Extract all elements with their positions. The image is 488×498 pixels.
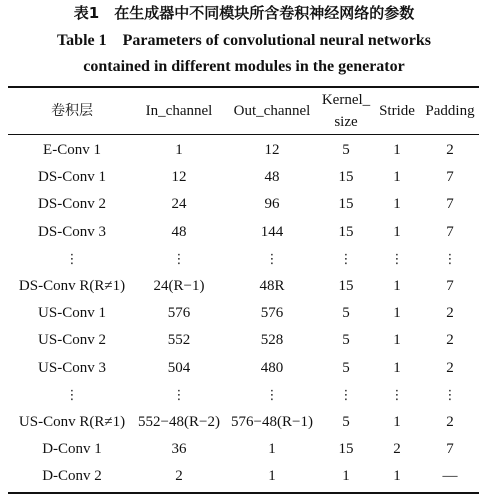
table-row (0, 300, 488, 327)
cell-stride: 1 (393, 277, 401, 294)
cell-in-channel: 2 (175, 468, 183, 485)
cell-ellipsis: ⋮ (443, 251, 457, 267)
cell-out-channel: 48R (259, 277, 285, 294)
cell-padding: 7 (446, 169, 454, 186)
cell-out-channel: 96 (264, 196, 280, 213)
table-row (0, 273, 488, 300)
cell-out-channel: 480 (260, 359, 284, 376)
cell-out-channel: 1 (268, 441, 276, 458)
cell-ellipsis: ⋮ (172, 251, 186, 267)
cell-stride: 1 (393, 359, 401, 376)
cell-layer: DS-Conv 3 (38, 223, 106, 240)
header-stride: Stride (379, 102, 415, 119)
cell-stride: 1 (393, 169, 401, 186)
cell-kernel-size: 15 (338, 277, 354, 294)
cell-padding: 2 (446, 359, 454, 376)
cell-in-channel: 24(R−1) (153, 277, 205, 294)
cell-out-channel: 12 (264, 142, 280, 158)
cell-in-channel: 576 (167, 305, 191, 322)
cell-in-channel: 48 (171, 223, 187, 240)
cell-stride: 1 (393, 142, 401, 158)
table-row (0, 219, 488, 246)
cell-ellipsis: ⋮ (390, 387, 404, 403)
cell-in-channel: 12 (171, 169, 187, 186)
cell-stride: 2 (393, 441, 401, 458)
header-kernel-size (322, 87, 370, 134)
cell-stride: 1 (393, 196, 401, 213)
cell-padding: 2 (446, 413, 454, 430)
cell-kernel-size: 5 (342, 413, 350, 430)
cell-padding: 2 (446, 332, 454, 349)
cell-layer: D-Conv 2 (42, 468, 102, 485)
cell-layer: US-Conv 1 (38, 305, 106, 322)
cell-kernel-size: 1 (342, 468, 350, 485)
cell-layer: D-Conv 1 (42, 441, 102, 458)
table-row (0, 409, 488, 436)
header-conv-layer: 卷积层 (51, 102, 93, 119)
cell-padding: 7 (446, 441, 454, 458)
cell-kernel-size: 15 (338, 223, 354, 240)
cell-padding: 7 (446, 223, 454, 240)
table-row (0, 355, 488, 382)
cell-in-channel: 24 (171, 196, 187, 213)
cell-stride: 1 (393, 332, 401, 349)
cell-kernel-size: 5 (342, 305, 350, 322)
header-in-channel: In_channel (145, 102, 213, 119)
cell-stride: 1 (393, 468, 401, 485)
cell-stride: 1 (393, 305, 401, 322)
cell-padding: 2 (446, 305, 454, 322)
table-caption-chinese: 表1 在生成器中不同模块所含卷积神经网络的参数 (73, 4, 415, 22)
cell-out-channel: 144 (260, 223, 284, 240)
cell-stride: 1 (393, 223, 401, 240)
cell-out-channel: 576−48(R−1) (231, 413, 313, 430)
cell-kernel-size: 5 (342, 359, 350, 376)
cell-layer: US-Conv R(R≠1) (18, 413, 126, 430)
cell-padding: 7 (446, 277, 454, 294)
table-header-row (0, 87, 488, 134)
table-row (0, 164, 488, 191)
header-kernel-size-line2: size (334, 113, 358, 130)
cell-layer: E-Conv 1 (43, 142, 101, 158)
cell-in-channel: 36 (171, 441, 187, 458)
cell-ellipsis: ⋮ (443, 387, 457, 403)
cell-kernel-size: 5 (342, 332, 350, 349)
cell-padding: 2 (446, 142, 454, 158)
cell-ellipsis: ⋮ (65, 251, 79, 267)
table-row (0, 327, 488, 354)
table-row-ellipsis (0, 246, 488, 273)
table-row (0, 463, 488, 490)
table-bottom-rule (8, 492, 479, 494)
cell-in-channel: 552−48(R−2) (138, 413, 220, 430)
cell-ellipsis: ⋮ (172, 387, 186, 403)
cell-ellipsis: ⋮ (265, 251, 279, 267)
cell-ellipsis: ⋮ (390, 251, 404, 267)
cell-out-channel: 528 (260, 332, 284, 349)
cell-out-channel: 1 (268, 468, 276, 485)
cell-ellipsis: ⋮ (339, 251, 353, 267)
table-body (0, 137, 488, 490)
cell-in-channel: 552 (167, 332, 191, 349)
cell-layer: US-Conv 2 (38, 332, 106, 349)
header-padding: Padding (425, 102, 475, 119)
table-row-ellipsis (0, 382, 488, 409)
cell-layer: US-Conv 3 (38, 359, 106, 376)
table-header-rule (8, 134, 479, 135)
cell-ellipsis: ⋮ (65, 387, 79, 403)
cell-ellipsis: ⋮ (265, 387, 279, 403)
cell-layer: DS-Conv R(R≠1) (18, 277, 126, 294)
table-caption-english-line1: Table 1 Parameters of convolutional neural networks (56, 32, 432, 49)
cell-layer: DS-Conv 1 (38, 169, 106, 186)
cell-kernel-size: 5 (342, 142, 350, 158)
header-kernel-size-line1: Kernel_ (321, 91, 371, 108)
cell-out-channel: 48 (264, 169, 280, 186)
table-row (0, 436, 488, 463)
cell-kernel-size: 15 (338, 169, 354, 186)
table-row (0, 191, 488, 218)
cell-in-channel: 1 (175, 142, 183, 158)
cell-kernel-size: 15 (338, 196, 354, 213)
cell-padding: 7 (446, 196, 454, 213)
cell-ellipsis: ⋮ (339, 387, 353, 403)
table-caption-english-line2: contained in different modules in the generator (83, 58, 405, 75)
cell-layer: DS-Conv 2 (38, 196, 106, 213)
cell-kernel-size: 15 (338, 441, 354, 458)
table-row (0, 137, 488, 164)
cell-stride: 1 (393, 413, 401, 430)
cell-out-channel: 576 (260, 305, 284, 322)
cell-padding: — (442, 468, 458, 485)
cell-in-channel: 504 (167, 359, 191, 376)
header-out-channel: Out_channel (233, 102, 311, 119)
